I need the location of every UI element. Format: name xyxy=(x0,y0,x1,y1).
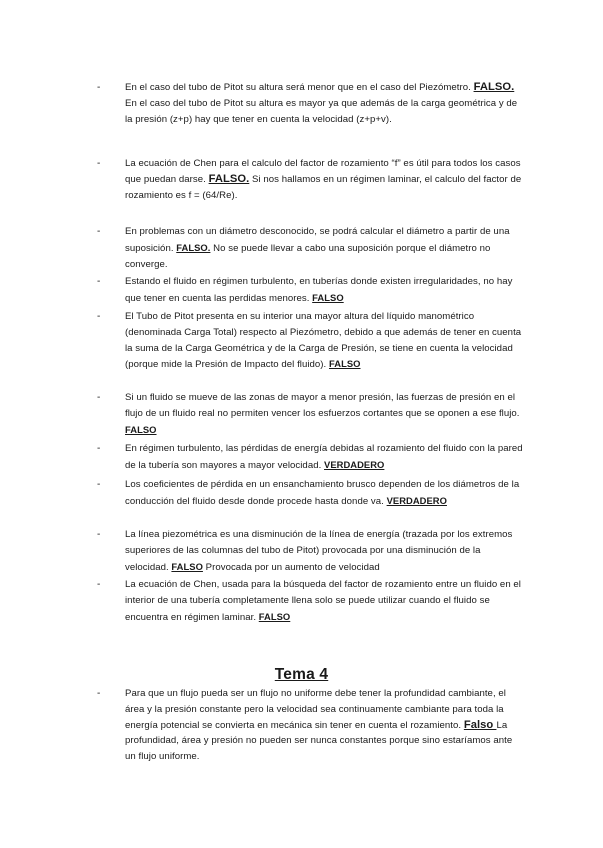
statement-text xyxy=(125,441,524,474)
statement-question: En problemas con un diámetro desconocido, se podrá calcular el diámetro a partir de una suposición. xyxy=(125,226,510,254)
statement-text xyxy=(125,390,524,438)
statement-question: En el caso del tubo de Pitot su altura será menor que en el caso del Piezómetro. xyxy=(125,82,474,93)
verdict-label: FALSO. xyxy=(176,241,211,253)
bullet-dash: - xyxy=(97,82,101,93)
statement-explanation: En el caso del tubo de Pitot su altura es mayor ya que además de la carga geométrica y de la presión (z+p) hay que tener en cuenta la velocidad (z+p+v). xyxy=(125,97,518,125)
statement-question: La línea piezométrica es una disminución de la línea de energía (trazada por los extremos superiores de las columnas del tubo de Pitot) provocada por una disminución de la velocidad. xyxy=(125,529,513,573)
verdict-label: Falso xyxy=(463,718,497,731)
statement-text xyxy=(125,477,524,510)
statement-text xyxy=(125,274,524,307)
statement-question: El Tubo de Pitot presenta en su interior una mayor altura del líquido manométrico (denominada Carga Total) respecto al Piezómetro, debido a que además de tener en cuenta la suma de la Carga Geométrica y de la Carga de Presión, se tiene en cuenta la velocidad (porque mide la Presión de Impacto del fluido). xyxy=(125,311,522,371)
statement-item-7 xyxy=(97,441,524,474)
bullet-dash: - xyxy=(97,443,101,454)
statement-item-5 xyxy=(97,309,524,373)
section-statement-item-1 xyxy=(97,686,524,765)
statement-item-8 xyxy=(97,477,524,510)
statement-question: La ecuación de Chen para el calculo del factor de rozamiento “f” es útil para todos los casos que puedan darse. xyxy=(125,158,521,185)
verdict-label: FALSO xyxy=(258,610,291,622)
verdict-label: FALSO xyxy=(171,560,203,572)
statement-question: Si un fluido se mueve de las zonas de mayor a menor presión, las fuerzas de presión en el flujo de un fluido real no permiten vencer los esfuerzos cortantes que se oponen a ese flujo. xyxy=(125,392,520,419)
statement-explanation: La profundidad, área y presión no pueden ser nunca constantes porque sino estaríamos ante un flujo uniforme. xyxy=(125,719,513,763)
statement-text xyxy=(125,577,524,625)
statement-text xyxy=(125,224,524,272)
statement-text xyxy=(125,309,524,373)
bullet-dash: - xyxy=(97,529,101,540)
statement-text xyxy=(125,527,524,575)
statement-item-10 xyxy=(97,577,524,625)
statement-text xyxy=(125,686,524,765)
bullet-dash: - xyxy=(97,688,101,699)
statement-text xyxy=(125,80,524,127)
statement-question: La ecuación de Chen, usada para la búsqueda del factor de rozamiento entre un fluido en el interior de una tubería completamente llena solo se puede utilizar cuando el fluido se encuentra en régimen laminar. xyxy=(125,579,521,623)
verdict-label: VERDADERO xyxy=(386,494,447,506)
statement-item-6 xyxy=(97,390,524,438)
bullet-dash: - xyxy=(97,226,101,237)
statement-item-9 xyxy=(97,527,524,575)
statement-explanation: No se puede llevar a cabo una suposición porque el diámetro no converge. xyxy=(125,242,491,270)
bullet-dash: - xyxy=(97,158,101,169)
statement-explanation: Provocada por un aumento de velocidad xyxy=(202,561,380,573)
verdict-label: FALSO. xyxy=(473,81,515,93)
statement-question: En régimen turbulento, las pérdidas de energía debidas al rozamiento del fluido con la pared de la tubería son mayores a mayor velocidad. xyxy=(125,443,523,471)
verdict-label: FALSO xyxy=(312,291,344,303)
verdict-label: FALSO. xyxy=(208,172,250,185)
bullet-dash: - xyxy=(97,479,101,490)
verdict-label: VERDADERO xyxy=(324,458,385,470)
statement-item-1 xyxy=(97,80,524,127)
bullet-dash: - xyxy=(97,276,101,287)
statement-text xyxy=(125,156,524,203)
statement-question: Para que un flujo pueda ser un flujo no uniforme debe tener la profundidad cambiante, el área y la presión constante pero la velocidad sea continuamente cambiante para toda la energía potencial se convierta en mecánica sin tener en cuenta el rozamiento. xyxy=(125,688,506,731)
statement-item-3 xyxy=(97,224,524,272)
bullet-dash: - xyxy=(97,579,101,590)
bullet-dash: - xyxy=(97,392,101,403)
verdict-label: FALSO xyxy=(125,423,157,435)
section-title: Tema 4 xyxy=(274,666,329,683)
verdict-label: FALSO xyxy=(328,358,361,370)
statement-item-2 xyxy=(97,156,524,203)
statement-question: Estando el fluido en régimen turbulento, en tuberías donde existen irregularidades, no hay que tener en cuenta las perdidas menores. xyxy=(125,276,513,304)
statement-question: Los coeficientes de pérdida en un ensanchamiento brusco dependen de los diámetros de la conducción del fluido desde donde procede hasta donde va. xyxy=(125,479,520,507)
statement-item-4 xyxy=(97,274,524,307)
statement-explanation: Si nos hallamos en un régimen laminar, el calculo del factor de rozamiento es f = (64/Re). xyxy=(125,173,522,201)
bullet-dash: - xyxy=(97,311,101,322)
